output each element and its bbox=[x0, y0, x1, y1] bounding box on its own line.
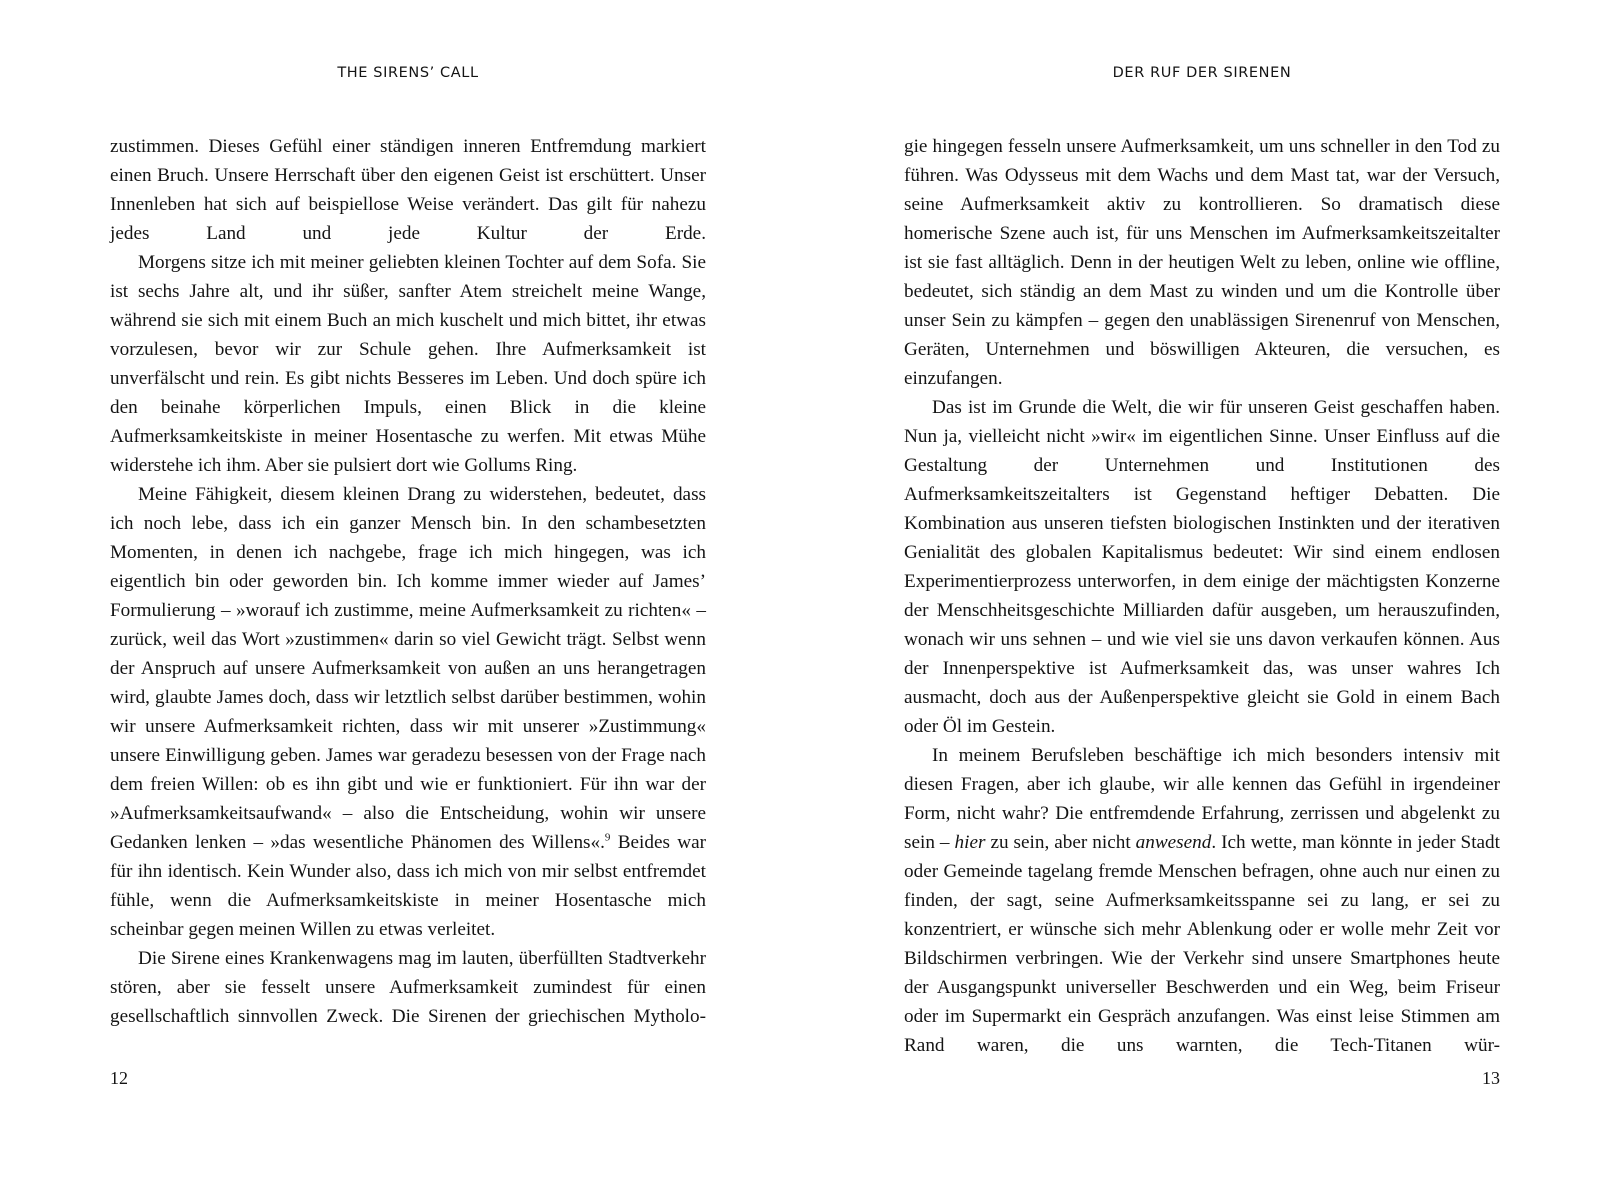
right-page bbox=[800, 0, 1600, 1186]
body-text-left bbox=[110, 132, 706, 1031]
paragraph bbox=[110, 480, 706, 944]
footnote-marker: 9 bbox=[604, 831, 611, 844]
paragraph-text: Meine Fähigkeit, diesem kleinen Drang zu widerstehen, bedeutet, dass ich noch lebe, dass ich ein ganzer Mensch bin. In den schambesetzten Momenten, in denen ich nachgebe, frage ich mich hingegen, was ich eigentlich bin oder geworden bin. Ich komme immer wieder auf James’ Formulierung – »worauf ich zustimme, meine Aufmerksamkeit zu richten« – zurück, weil das Wort »zustimmen« darin so viel Gewicht trägt. Selbst wenn der Anspruch auf unsere Aufmerksamkeit von außen an uns herangetragen wird, glaubte James doch, dass wir letztlich selbst darüber bestimmen, wohin wir unsere Aufmerksamkeit richten, dass wir mit unserer »Zustimmung« unsere Einwilligung geben. James war geradezu besessen von der Frage nach dem freien Willen: ob es ihn gibt und wie er funktioniert. Für ihn war der »Aufmerksamkeitsaufwand« – also die Entscheidung, wohin wir unsere Gedanken lenken – »das wesentliche Phänomen des Willens«. bbox=[110, 484, 706, 853]
paragraph: Morgens sitze ich mit meiner geliebten kleinen Tochter auf dem Sofa. Sie ist sechs Jahre alt, und ihr süßer, sanfter Atem streichelt meine Wange, während sie sich mit einem Buch an mich kuschelt und mich bittet, ihr etwas vorzulesen, bevor wir zur Schule gehen. Ihre Aufmerksamkeit ist unverfälscht und rein. Es gibt nichts Besseres im Leben. Und doch spüre ich den beinahe körperlichen Impuls, einen Blick in die kleine Aufmerksamkeitskiste in meiner Hosentasche zu werfen. Mit etwas Mühe widerstehe ich ihm. Aber sie pulsiert dort wie Gollums Ring. bbox=[110, 252, 706, 476]
running-head-right: DER RUF DER SIRENEN bbox=[1112, 65, 1292, 81]
emphasis-text: anwesend bbox=[1135, 832, 1212, 853]
paragraph-text: . Ich wette, man könnte in jeder Stadt oder Gemeinde tagelang fremde Menschen befragen, ohne auch nur einen zu finden, der sagt, seine Aufmerksamkeitsspanne sei zu lang, er sei zu konzentriert, er wünsche sich mehr Ablenkung oder er wolle mehr Zeit vor Bildschirmen verbringen. Wie der Verkehr sind unsere Smartphones heute der Ausgangspunkt universeller Beschwerden und ein Weg, beim Friseur oder im Supermarkt ein Gespräch anzufangen. Was einst leise Stimmen am Rand waren, die uns warnten, die Tech-Titanen wür- bbox=[904, 832, 1500, 1056]
paragraph: Die Sirene eines Krankenwagens mag im lauten, überfüllten Stadtverkehr stören, aber sie fesselt unsere Aufmerksamkeit zumindest für einen gesellschaftlich sinnvollen Zweck. Die Sirenen der griechischen Mytholo- bbox=[110, 948, 706, 1027]
paragraph: zustimmen. Dieses Gefühl einer ständigen inneren Entfremdung markiert einen Bruch. Unsere Herrschaft über den eigenen Geist ist erschüttert. Unser Innenleben hat sich auf beispiellose Weise verändert. Das gilt für nahezu jedes Land und jede Kultur der Erde. bbox=[110, 136, 706, 244]
paragraph-text: Beides war für ihn identisch. Kein Wunder also, dass ich mich von mir selbst entfremdet fühle, wenn die Aufmerksamkeitskiste in meiner Hosentasche mich scheinbar gegen meinen Willen zu etwas verleitet. bbox=[110, 832, 706, 940]
paragraph: Das ist im Grunde die Welt, die wir für unseren Geist geschaffen haben. Nun ja, vielleicht nicht »wir« im eigentlichen Sinne. Unser Einfluss auf die Gestaltung der Unternehmen und Institutionen des Aufmerksamkeitszeitalters ist Gegenstand heftiger Debatten. Die Kombination aus unseren tiefsten biologischen Instinkten und der iterativen Genialität des globalen Kapitalismus bedeutet: Wir sind einem endlosen Experimentierprozess unterworfen, in dem einige der mächtigsten Konzerne der Menschheitsgeschichte Milliarden dafür ausgeben, um herauszufinden, wonach wir uns sehnen – und wie viel sie uns davon verkaufen können. Aus der Innenperspektive ist Aufmerksamkeit das, was unser wahres Ich ausmacht, doch aus der Außenperspektive gleicht sie Gold in einem Bach oder Öl im Gestein. bbox=[904, 397, 1500, 737]
paragraph: gie hingegen fesseln unsere Aufmerksamkeit, um uns schneller in den Tod zu führen. Was Odysseus mit dem Wachs und dem Mast tat, war der Versuch, seine Aufmerksamkeit aktiv zu kontrollieren. So dramatisch diese homerische Szene auch ist, für uns Menschen im Aufmerksamkeitszeitalter ist sie fast alltäglich. Denn in der heutigen Welt zu leben, online wie offline, bedeutet, sich ständig an dem Mast zu winden und um die Kontrolle über unser Sein zu kämpfen – gegen den unablässigen Sirenenruf von Menschen, Geräten, Unternehmen und böswilligen Akteuren, die versuchen, es einzufangen. bbox=[904, 136, 1500, 389]
paragraph-text: In meinem Berufsleben beschäftige ich mich besonders intensiv mit diesen Fragen, aber ich glaube, wir alle kennen das Gefühl in irgendeiner Form, nicht wahr? Die entfremdende Erfahrung, zerrissen und abgelenkt zu sein – bbox=[904, 745, 1500, 853]
page-number-left: 12 bbox=[110, 1068, 128, 1088]
page-number-right: 13 bbox=[1482, 1068, 1500, 1088]
paragraph-text: zu sein, aber nicht bbox=[985, 832, 1136, 853]
running-head-left: THE SIRENS’ CALL bbox=[337, 65, 479, 81]
emphasis-text: hier bbox=[954, 832, 986, 853]
paragraph bbox=[904, 741, 1500, 1060]
body-text-right bbox=[904, 132, 1500, 1060]
